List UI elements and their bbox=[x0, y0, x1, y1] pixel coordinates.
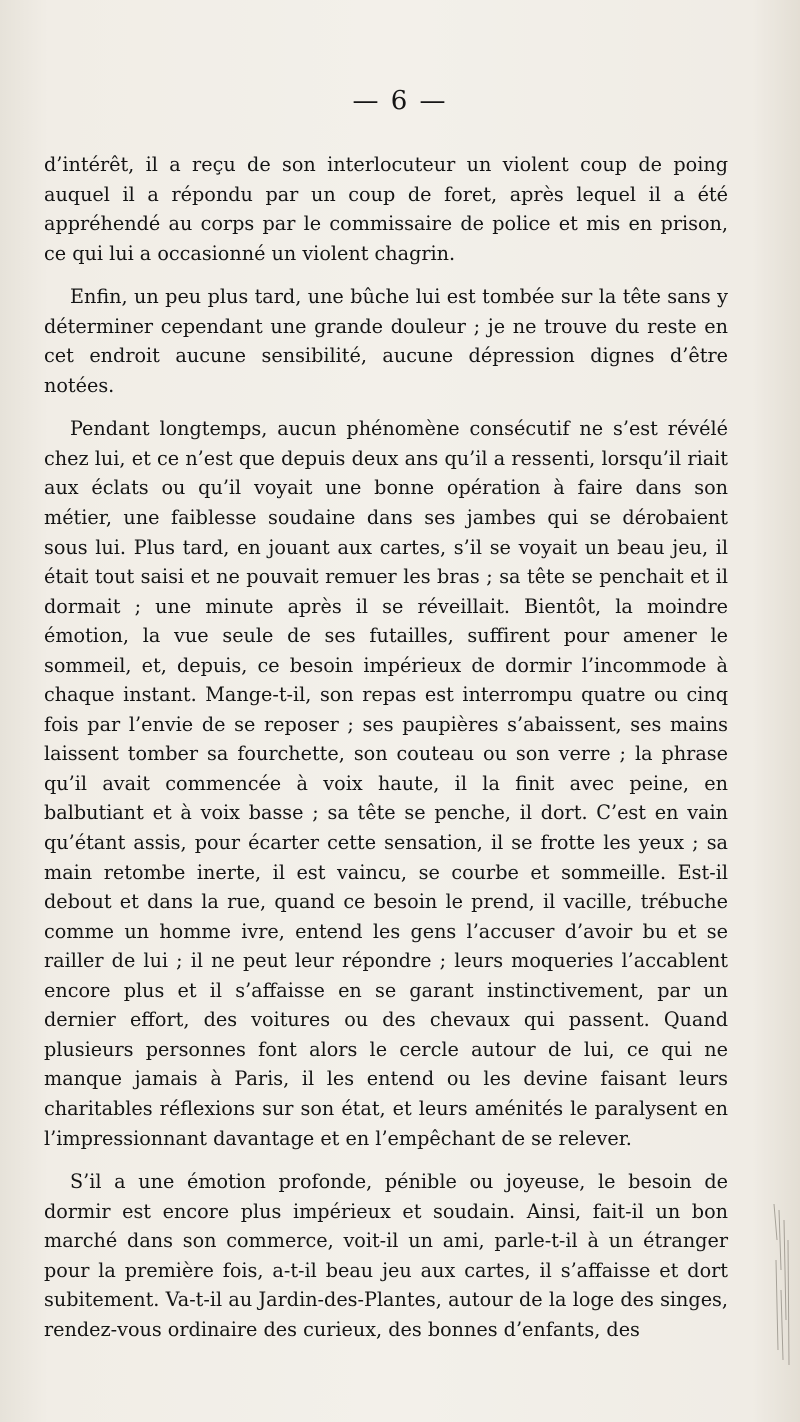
paragraph-1: d’intérêt, il a reçu de son interlocuteur un violent coup de poing auquel il a répondu par un coup de foret, après lequel il a été appréhendé au corps par le commissaire de police et mis en prison, ce qui lui a occasionné un violent chagrin. bbox=[44, 153, 728, 265]
paragraph-4: S’il a une émotion profonde, pénible ou joyeuse, le besoin de dormir est encore plus impérieux et soudain. Ainsi, fait-il un bon marché dans son commerce, voit-il un ami, parle-t-il à un étranger pour la première fois, a-t-il beau jeu aux cartes, il s’affaisse et dort subitement. Va-t-il au Jardin-des-Plantes, autour de la loge des singes, rendez-vous ordinaire des curieux, des bonnes d’enfants, des bbox=[44, 1170, 728, 1341]
page-number: — 6 — bbox=[352, 86, 448, 116]
paragraph-3: Pendant longtemps, aucun phénomène consécutif ne s’est révélé chez lui, et ce n’est que depuis deux ans qu’il a ressenti, lorsqu’il riait aux éclats ou qu’il voyait une bonne opération à faire dans son métier, une faiblesse soudaine dans ses jambes qui se dérobaient sous lui. Plus tard, en jouant aux cartes, s’il se voyait un beau jeu, il était tout saisi et ne pouvait remuer les bras ; sa tête se penchait et il dormait ; une minute après il se réveillait. Bientôt, la moindre émotion, la vue seule de ses futailles, suffirent pour amener le sommeil, et, depuis, ce besoin impérieux de dormir l’incommode à chaque instant. Mange-t-il, son repas est interrompu quatre ou cinq fois par l’envie de se reposer ; ses paupières s’abaissent, ses mains laissent tomber sa fourchette, son couteau ou son verre ; la phrase qu’il avait commencée à voix haute, il la finit avec peine, en balbutiant et à voix basse ; sa tête se penche, il dort. C’est en vain qu’étant assis, pour écarter cette sensation, il se frotte les yeux ; sa main retombe inerte, il est vaincu, se courbe et sommeille. Est-il debout et dans la rue, quand ce besoin le prend, il vacille, trébuche comme un homme ivre, entend les gens l’accuser d’avoir bu et se railler de lui ; il ne peut leur répondre ; leurs moqueries l’accablent encore plus et il s’affaisse en se garant instinctivement, par un dernier effort, des voitures ou des chevaux qui passent. Quand plusieurs personnes font alors le cercle autour de lui, ce qui ne manque jamais à Paris, il les entend ou les devine faisant leurs charitables réflexions sur son état, et leurs aménités le paralysent en l’impressionnant davantage et en l’empêchant de se relever. bbox=[44, 417, 728, 1150]
body-text bbox=[44, 150, 728, 1344]
page-edge-texture bbox=[770, 1200, 792, 1370]
paragraph-2: Enfin, un peu plus tard, une bûche lui est tombée sur la tête sans y déterminer cependant une grande douleur ; je ne trouve du reste en cet endroit aucune sensibilité, aucune dépression dignes d’être notées. bbox=[44, 285, 728, 397]
